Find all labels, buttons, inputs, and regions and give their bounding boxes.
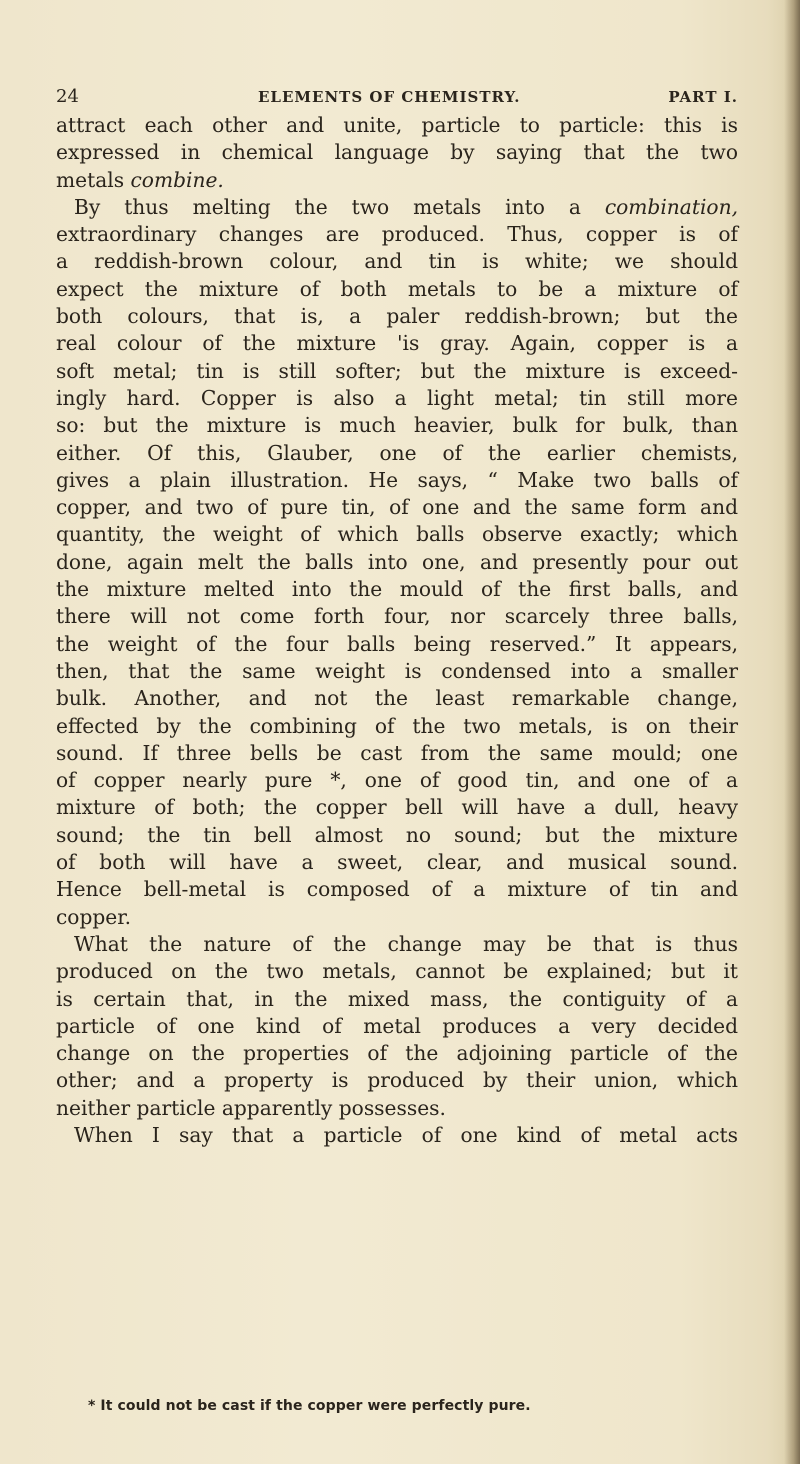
text-line: there will not come forth four, nor scarcely three balls, [56,604,738,629]
part-label: PART I. [668,88,738,106]
text-line: sound. If three bells be cast from the same mould; one [56,740,738,765]
text-line: Hence bell-metal is composed of a mixture of tin and [56,877,738,902]
text-line: attract each other and unite, particle to particle: this is [56,113,738,137]
text-line: copper, and two of pure tin, of one and the same form and [56,495,738,520]
text-line: What the nature of the change may be that is thus [74,931,738,956]
text-line: sound; the tin bell almost no sound; but the mixture [56,822,738,847]
text-line: ingly hard. Copper is also a light metal; tin still more [56,385,738,410]
text-line: both colours, that is, a paler reddish-brown; but the [56,304,738,329]
text-line: the mixture melted into the mould of the first balls, and [56,577,738,602]
page-edge-shadow [784,0,800,1464]
text-line: copper. [56,904,132,929]
text-line: expressed in chemical language by saying that the two [56,140,738,165]
text-line: so: but the mixture is much heavier, bulk for bulk, than [56,413,738,438]
page-number: 24 [56,86,79,107]
text-line: real colour of the mixture 'is gray. Again, copper is a [56,331,738,356]
text-line: extraordinary changes are produced. Thus, copper is of [56,222,738,247]
text-line: of copper nearly pure *, one of good tin, and one of a [56,768,738,793]
text-line: done, again melt the balls into one, and presently pour out [56,549,738,574]
text-line: is certain that, in the mixed mass, the contiguity of a [56,986,738,1011]
body-text [56,112,738,1149]
page-header [56,86,738,110]
text-line: mixture of both; the copper bell will have a dull, heavy [56,795,738,820]
text-line: produced on the two metals, cannot be explained; but it [56,959,738,984]
footnote: * It could not be cast if the copper were perfectly pure. [88,1398,531,1414]
text-line: gives a plain illustration. He says, “ Make two balls of [56,467,738,492]
text-line: quantity, the weight of which balls observe exactly; which [56,522,738,547]
text-line: soft metal; tin is still softer; but the mixture is exceed- [56,358,738,383]
text-line: metals combine. [56,167,224,192]
text-line: effected by the combining of the two metals, is on their [56,713,738,738]
text-line: expect the mixture of both metals to be a mixture of [56,276,738,301]
text-line: change on the properties of the adjoining particle of the [56,1041,738,1066]
text-line: When I say that a particle of one kind of metal acts [74,1122,738,1147]
text-line: of both will have a sweet, clear, and musical sound. [56,850,738,875]
text-line: neither particle apparently possesses. [56,1095,446,1120]
text-line: bulk. Another, and not the least remarkable change, [56,686,738,711]
text-line: other; and a property is produced by their union, which [56,1068,738,1093]
text-line: either. Of this, Glauber, one of the earlier chemists, [56,440,738,465]
text-line: a reddish-brown colour, and tin is white; we should [56,249,738,274]
text-line: particle of one kind of metal produces a very decided [56,1013,738,1038]
text-line: then, that the same weight is condensed into a smaller [56,658,738,683]
text-line: the weight of the four balls being reserved.” It appears, [56,631,738,656]
text-line: By thus melting the two metals into a combination, [74,194,738,219]
running-head: ELEMENTS OF CHEMISTRY. [258,88,521,106]
